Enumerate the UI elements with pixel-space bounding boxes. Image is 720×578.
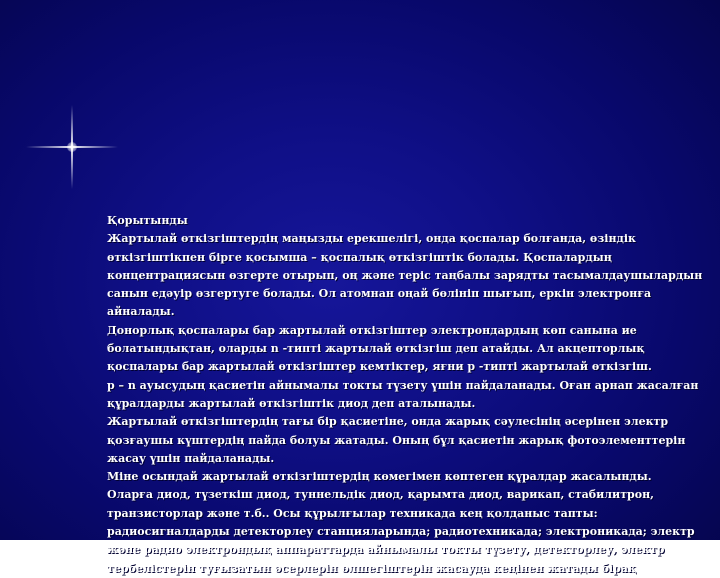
- text-line: концентрациясын өзгерте отырып, оң және теріс таңбалы зарядты тасымалдаушылардын: [107, 268, 703, 282]
- text-line: Міне осындай жартылай өткізгіштердің көмегімен көптеген құралдар жасалынды.: [107, 470, 652, 484]
- text-line: өткізгіштікпен бірге қосымша – қоспалық өткізгіштік болады. Қоспалардың: [107, 250, 612, 264]
- text-line: транзисторлар және т.б.. Осы құрылғылар техникада кең қолданыс тапты:: [107, 506, 598, 520]
- text-line: қоспалары бар жартылай өткізгіштер кемтіктер, яғни p -типті жартылай өткізгіш.: [107, 360, 652, 374]
- text-line: қозғаушы күштердің пайда болуы жатады. Оның бұл қасиетін жарық фотоэлементтерін: [107, 433, 686, 447]
- text-line: Оларға диод, түзеткіш диод, туннельдік диод, қарымта диод, варикап, стабилитрон,: [107, 488, 654, 502]
- text-line: болатындықтан, оларды n -типті жартылай өткізгіш деп атайды. Ал акцепторлық: [107, 342, 645, 356]
- slide-heading: Қорытынды: [107, 214, 188, 227]
- text-line: тербелістерін туғызатын әсерлерін өлшегіштерін жасауда кеңінен жатады бірақ: [107, 561, 637, 575]
- text-line: санын едәуір өзгертуге болады. Ол атомнан оңай бөлініп шығып, еркін электронға: [107, 287, 652, 301]
- text-line: Жартылай өткізгіштердің тағы бір қасиетіне, онда жарық сәулесінің әсерінен электр: [107, 415, 669, 429]
- slide-body-text: [107, 212, 707, 578]
- sparkle-glow: [67, 142, 77, 152]
- text-line: айналады.: [107, 305, 175, 319]
- text-line: жасау үшін пайдаланады.: [107, 451, 275, 465]
- text-line: құралдарды жартылай өткізгіштік диод деп аталынады.: [107, 396, 476, 410]
- text-line: радиосигналдарды детекторлеу станцияларында; радиотехникада; электроникада; электр: [107, 525, 695, 539]
- text-line: Жартылай өткізгіштердің маңызды ерекшелігі, онда қоспалар болғанда, өзіндік: [107, 232, 636, 246]
- text-line: p – n ауысудың қасиетін айнымалы токты түзету үшін пайдаланады. Оған арнап жасалған: [107, 378, 699, 392]
- text-line: Донорлық қоспалары бар жартылай өткізгіштер электрондардың көп санына ие: [107, 323, 637, 337]
- text-line: және радио электрондық аппараттарда айнымалы токты түзету, детекторлеу, электр: [107, 543, 665, 557]
